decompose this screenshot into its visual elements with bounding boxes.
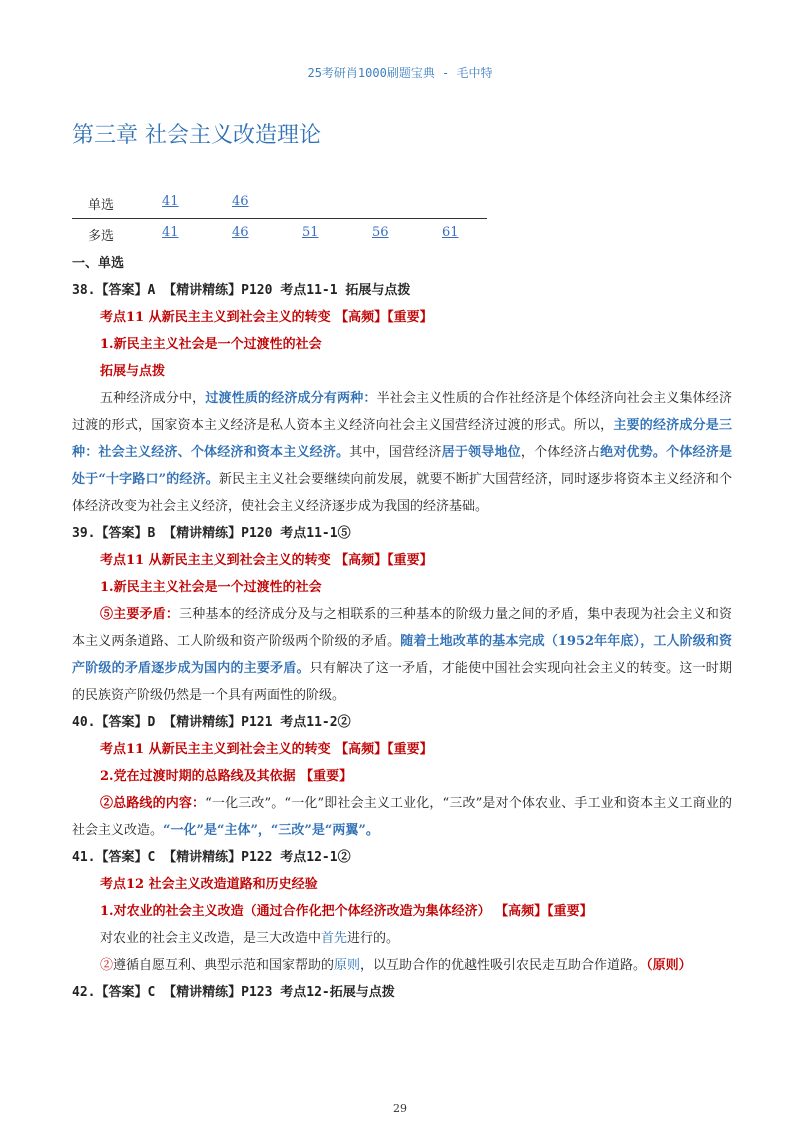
index-row-single [72, 188, 487, 218]
q38-answer: 38.【答案】A 【精讲精练】P120 考点11-1 拓展与点拨 [72, 283, 411, 298]
q40-paragraph [72, 790, 732, 844]
text: 对农业的社会主义改造，是三大改造中 [100, 931, 322, 946]
answer-index-table [72, 188, 487, 249]
text: 其中，国营经济 [349, 445, 442, 460]
label: （原则） [646, 958, 692, 973]
label: ② [100, 958, 114, 973]
index-link-multi-56[interactable]: 56 [372, 225, 389, 240]
highlight: 主要的经济成分是三种：社会主义经济、个体经济和资本主义经济。 [72, 418, 732, 460]
q41-point: 考点12 社会主义改造道路和历史经验 [100, 877, 318, 892]
text: ，以互助合作的优越性吸引农民走互助合作道路。 [360, 958, 647, 973]
label: ②总路线的内容： [100, 796, 206, 811]
text: “一化三改”。“一化”即社会主义工业化，“三改”是对个体农业、手工业和资本主义工商业的社会主义改造。 [72, 796, 732, 838]
q39-answer: 39.【答案】B 【精讲精练】P120 考点11-1⑤ [72, 526, 351, 541]
highlight: 绝对优势。个体经济是处于“十字路口”的经济。 [72, 445, 732, 487]
q42-answer: 42.【答案】C 【精讲精练】P123 考点12-拓展与点拨 [72, 985, 395, 1000]
page-number: 29 [393, 1102, 407, 1115]
page-content [72, 250, 732, 1006]
q41-sub: 1.对农业的社会主义改造（通过合作化把个体经济改造为集体经济） 【高频】【重要】 [100, 904, 593, 919]
highlight: “一化”是“主体”，“三改”是“两翼”。 [163, 823, 379, 838]
q39-paragraph [72, 601, 732, 709]
page-header: 25考研肖1000刷题宝典 - 毛中特 [307, 66, 493, 80]
text: 只有解决了这一矛盾，才能使中国社会实现向社会主义的转变。这一时期的民族资产阶级仍然是一个具有两面性的阶级。 [72, 661, 732, 703]
section-heading: 一、单选 [72, 256, 125, 271]
q38-sub2: 拓展与点拨 [100, 364, 166, 379]
q40-answer: 40.【答案】D 【精讲精练】P121 考点11-2② [72, 715, 351, 730]
q41-paragraph-1 [72, 925, 732, 952]
chapter-title: 第三章 社会主义改造理论 [72, 123, 321, 148]
q40-sub: 2.党在过渡时期的总路线及其依据 【重要】 [100, 769, 353, 784]
index-label-single: 单选 [88, 198, 115, 213]
highlight: 随着土地改革的基本完成（1952年年底），工人阶级和资产阶级的矛盾逐步成为国内的主要矛盾。 [72, 634, 732, 676]
q38-point: 考点11 从新民主主义到社会主义的转变 【高频】【重要】 [100, 310, 433, 325]
highlight: 居于领导地位 [441, 445, 521, 460]
index-link-multi-46[interactable]: 46 [232, 225, 249, 240]
q40-point: 考点11 从新民主主义到社会主义的转变 【高频】【重要】 [100, 742, 433, 757]
text: 进行的。 [347, 931, 400, 946]
q41-answer: 41.【答案】C 【精讲精练】P122 考点12-1② [72, 850, 351, 865]
text: 新民主主义社会要继续向前发展，就要不断扩大国营经济，同时逐步将资本主义经济和个体经济改变为社会主义经济，使社会主义经济逐步成为我国的经济基础。 [72, 472, 732, 514]
highlight: 过渡性质的经济成分有两种： [205, 391, 377, 406]
q39-point: 考点11 从新民主主义到社会主义的转变 【高频】【重要】 [100, 553, 433, 568]
text: 遵循自愿互利、典型示范和国家帮助的 [113, 958, 335, 973]
index-link-multi-61[interactable]: 61 [442, 225, 459, 240]
index-link-multi-51[interactable]: 51 [302, 225, 319, 240]
index-link-multi-41[interactable]: 41 [162, 225, 179, 240]
highlight: 首先 [321, 931, 348, 946]
index-link-single-41[interactable]: 41 [162, 194, 179, 209]
index-row-multi [72, 219, 487, 249]
text: 五种经济成分中， [100, 391, 206, 406]
label: ⑤主要矛盾： [100, 607, 180, 622]
text: ，个体经济占 [520, 445, 601, 460]
index-label-multi: 多选 [88, 229, 115, 244]
highlight: 原则 [334, 958, 361, 973]
q38-paragraph [72, 385, 732, 520]
text: 半社会主义性质的合作社经济是个体经济向社会主义集体经济过渡的形式，国家资本主义经济是私人资本主义经济向社会主义国营经济过渡的形式。所以， [72, 391, 732, 433]
q41-paragraph-2 [72, 952, 732, 979]
q38-sub: 1.新民主主义社会是一个过渡性的社会 [100, 337, 322, 352]
q39-sub: 1.新民主主义社会是一个过渡性的社会 [100, 580, 322, 595]
index-link-single-46[interactable]: 46 [232, 194, 249, 209]
text: 三种基本的经济成分及与之相联系的三种基本的阶级力量之间的矛盾，集中表现为社会主义和资本主义两条道路、工人阶级和资产阶级两个阶级的矛盾。 [72, 607, 732, 649]
